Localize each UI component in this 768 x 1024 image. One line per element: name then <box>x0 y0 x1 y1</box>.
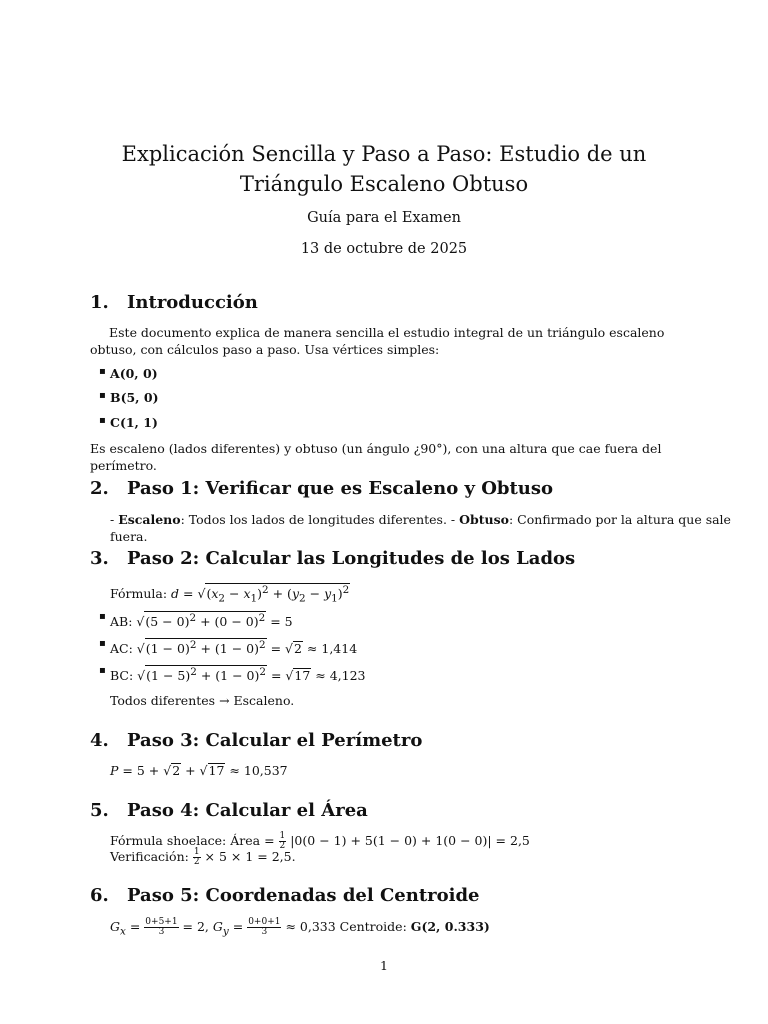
side-approx: ≈ 1,414 <box>306 641 358 657</box>
gx-numerator: 0+5+1 <box>145 917 178 927</box>
step1-dash: - <box>110 512 119 527</box>
side-bc-item: ▪ BC: $√(1 - 5)^2 + (1 - 0)^2 = √17 \approx 4,123$ <box>110 665 366 683</box>
step2-conclusion: Todos diferentes → Escaleno. <box>110 693 295 708</box>
step1-text1: : Todos los lados de longitudes diferentes. - <box>180 512 460 527</box>
shoelace-expression: |0(0 − 1) + 5(1 − 0) + 1(0 − 0)| = 2,5 <box>286 833 530 848</box>
perimeter-result: ≈ 10,537 <box>229 763 288 778</box>
section-number: 1. <box>90 292 109 313</box>
verification-label: Verificación: <box>110 849 193 864</box>
page-number: 1 <box>380 958 388 973</box>
shoelace-formula: Fórmula shoelace: Área = $\frac{1}{2}$ |0(0 − 1) + 5(1 − 0) + 1(0 − 0)| = 2,5 <box>110 831 530 851</box>
intro-paragraph: Este documento explica de manera sencilla el estudio integral de un triángulo escaleno obtuso, con cálculos paso a paso. Usa vértices simples: <box>90 325 665 357</box>
gy-numerator: 0+0+1 <box>248 917 281 927</box>
section-heading-step1 <box>90 478 553 499</box>
gy-result: ≈ 0,333 Centroide: <box>281 919 411 934</box>
document-date: 13 de octubre de 2025 <box>300 241 468 257</box>
section-heading-step5 <box>90 885 480 906</box>
side-label: AB: <box>110 614 137 630</box>
gx-result: = 2, <box>178 919 213 934</box>
section-number: 2. <box>90 478 109 499</box>
side-ac-item: ▪ AC: $√(1 - 0)^2 + (1 - 0)^2 = √2 \approx 1,414$ <box>110 638 357 656</box>
intro-paragraph-2: Es escaleno (lados diferentes) y obtuso (un ángulo ¿90°), con una altura que cae fuera del perímetro. <box>90 441 662 473</box>
centroid-formula: $G_x$ = $\frac{0+5+1}{3}$ = 2, $G_y$ = $\frac{0+0+1}{3}$ ≈ 0,333 Centroide: G(2, 0.333) <box>110 917 490 938</box>
section-heading-step3 <box>90 730 422 751</box>
section-number: 5. <box>90 800 109 821</box>
section-number: 3. <box>90 548 109 569</box>
perimeter-formula: P = 5 + √2 + √17 ≈ 10,537 <box>110 763 288 778</box>
section-title: Introducción <box>127 292 258 313</box>
shoelace-label: Fórmula shoelace: Área = <box>110 833 279 848</box>
section-heading-step2 <box>90 548 575 569</box>
section-number: 4. <box>90 730 109 751</box>
side-approx: ≈ 4,123 <box>315 668 366 684</box>
section-title: Paso 3: Calcular el Perímetro <box>127 730 423 751</box>
vertex-item: ▪ B(5, 0) <box>110 390 159 405</box>
section-number: 6. <box>90 885 109 906</box>
side-label: AC: <box>110 641 137 657</box>
area-verification: Verificación: $\frac{1}{2}$ × 5 × 1 = 2,5. <box>110 847 296 867</box>
section-heading-step4 <box>90 800 368 821</box>
formula-label: Fórmula: <box>110 586 172 602</box>
gy-denominator: 3 <box>261 927 268 937</box>
side-label: BC: <box>110 668 138 684</box>
obtuse-term: Obtuso <box>459 512 509 527</box>
section-title: Paso 5: Coordenadas del Centroide <box>127 885 480 906</box>
step1-paragraph <box>110 511 768 545</box>
vertex-item: ▪ C(1, 1) <box>110 415 158 430</box>
distance-formula: Fórmula: $d = √(x_2 - x_1)^2 + (y_2 - y_1)^2$ <box>110 584 350 605</box>
verification-expression: × 5 × 1 = 2,5. <box>200 849 296 864</box>
section-title: Paso 4: Calcular el Área <box>127 800 368 821</box>
vertex-item: ▪ A(0, 0) <box>110 366 158 381</box>
document-title: Explicación Sencilla y Paso a Paso: Estudio de un Triángulo Escaleno Obtuso <box>121 142 647 196</box>
side-ab-item: ▪ AB: $√(5 - 0)^2 + (0 - 0)^2 = 5$ <box>110 611 293 629</box>
section-title: Paso 2: Calcular las Longitudes de los Lados <box>127 548 576 569</box>
side-result: = 5 <box>266 614 293 630</box>
step1-text2: : Confirmado por la altura que sale fuera. <box>110 512 731 544</box>
section-title: Paso 1: Verificar que es Escaleno y Obtuso <box>127 478 554 499</box>
centroid-point: G(2, 0.333) <box>410 919 490 934</box>
scalene-term: Escaleno <box>118 512 181 527</box>
document-author: Guía para el Examen <box>307 210 461 226</box>
section-heading-introduction <box>90 292 258 313</box>
gx-denominator: 3 <box>158 927 165 937</box>
